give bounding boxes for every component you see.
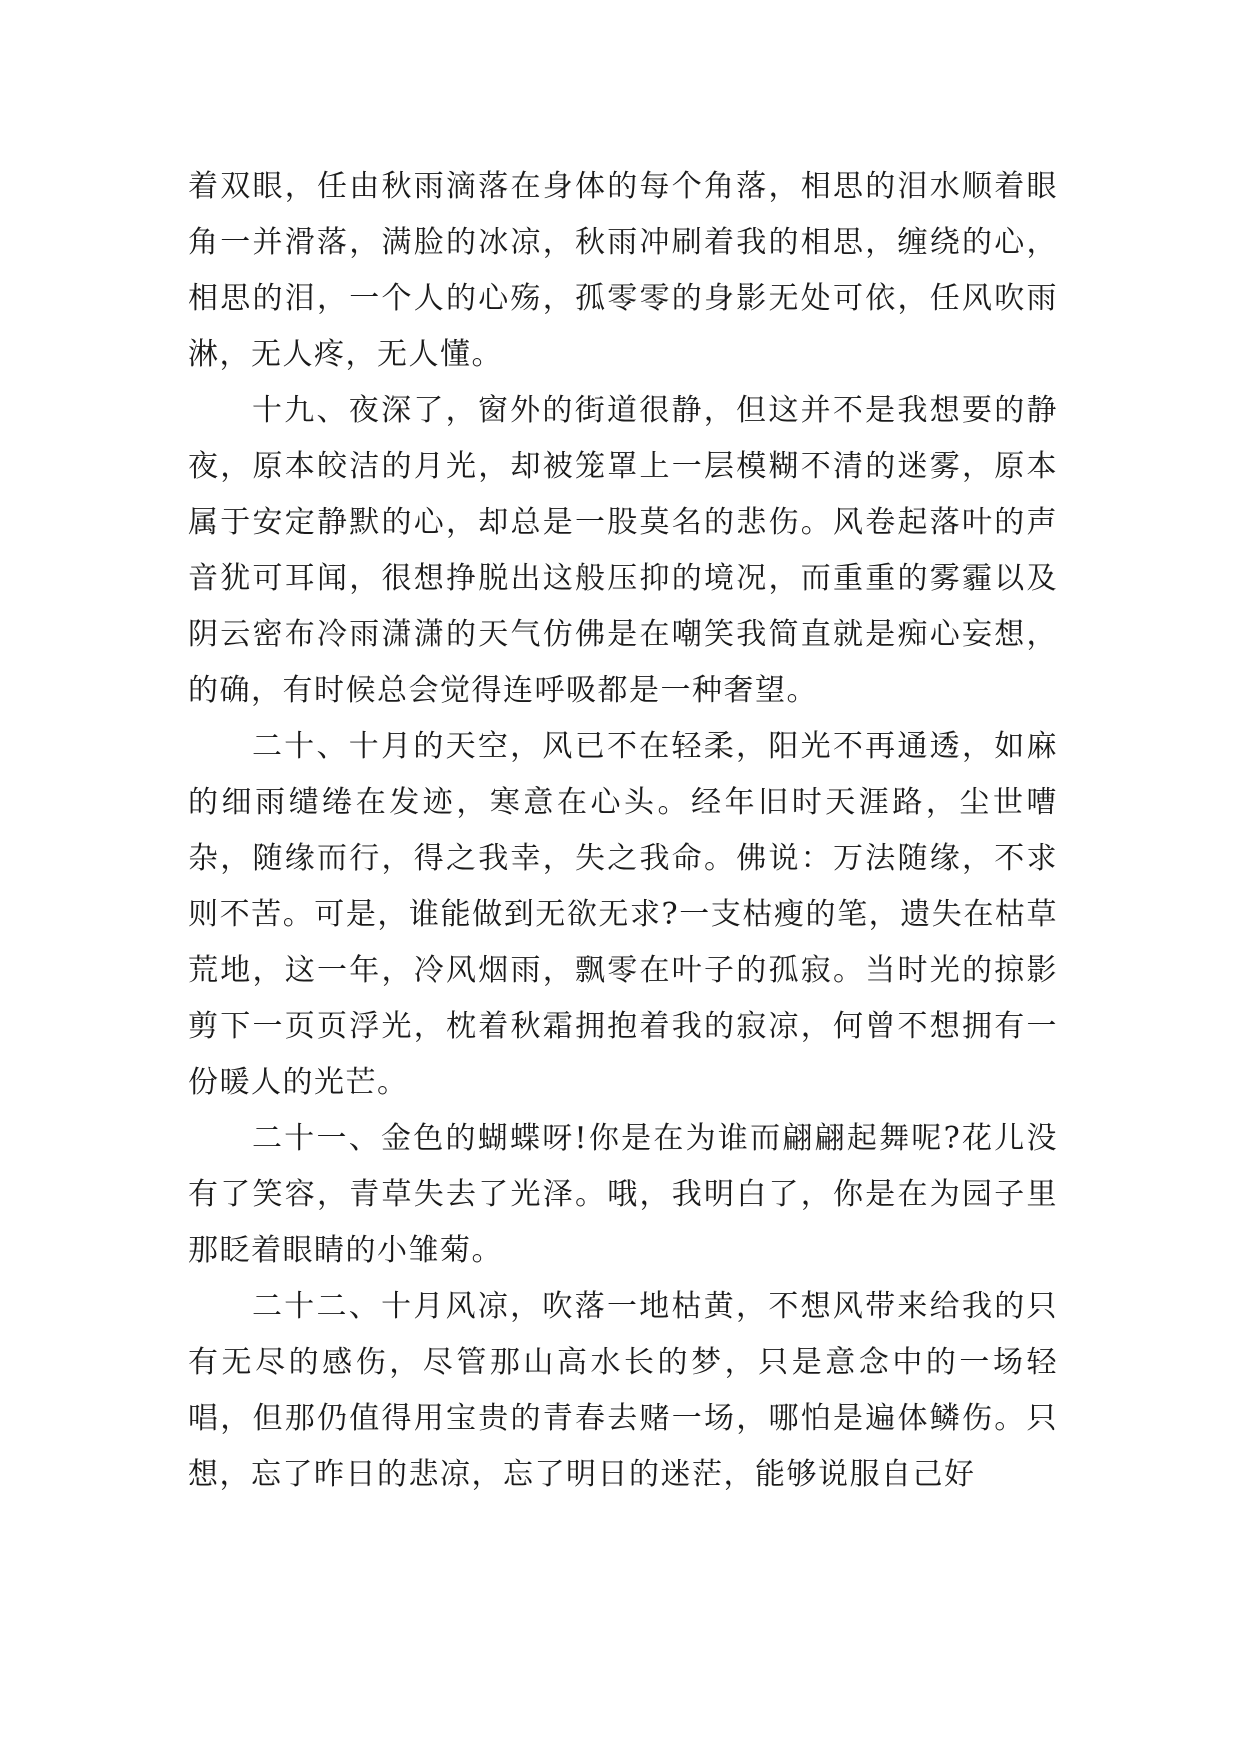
paragraph-twenty-two: 二十二、十月风凉，吹落一地枯黄，不想风带来给我的只有无尽的感伤，尽管那山高水长的梦，只是意念中的一场轻唱，但那仍值得用宝贵的青春去赌一场，哪怕是遍体鳞伤。只想，忘了昨日的悲凉，忘了明日的迷茫，能够说服自己好 [188,1289,1058,1492]
paragraph-twenty-one: 二十一、金色的蝴蝶呀!你是在为谁而翩翩起舞呢?花儿没有了笑容，青草失去了光泽。哦，我明白了，你是在为园子里那眨着眼睛的小雏菊。 [188,1121,1058,1268]
paragraph-continued: 着双眼，任由秋雨滴落在身体的每个角落，相思的泪水顺着眼角一并滑落，满脸的冰凉，秋雨冲刷着我的相思，缠绕的心，相思的泪，一个人的心殇，孤零零的身影无处可依，任风吹雨淋，无人疼，无人懂。 [188,169,1058,372]
paragraph-twenty: 二十、十月的天空，风已不在轻柔，阳光不再通透，如麻的细雨缱绻在发迹，寒意在心头。经年旧时天涯路，尘世嘈杂，随缘而行，得之我幸，失之我命。佛说：万法随缘，不求则不苦。可是，谁能做到无欲无求?一支枯瘦的笔，遗失在枯草荒地，这一年，冷风烟雨，飘零在叶子的孤寂。当时光的掠影剪下一页页浮光，枕着秋霜拥抱着我的寂凉，何曾不想拥有一份暖人的光芒。 [188,729,1058,1100]
paragraph-nineteen: 十九、夜深了，窗外的街道很静，但这并不是我想要的静夜，原本皎洁的月光，却被笼罩上一层模糊不清的迷雾，原本属于安定静默的心，却总是一股莫名的悲伤。风卷起落叶的声音犹可耳闻，很想挣脱出这般压抑的境况，而重重的雾霾以及阴云密布冷雨潇潇的天气仿佛是在嘲笑我简直就是痴心妄想，的确，有时候总会觉得连呼吸都是一种奢望。 [188,393,1058,708]
document-body [188,159,1058,1503]
